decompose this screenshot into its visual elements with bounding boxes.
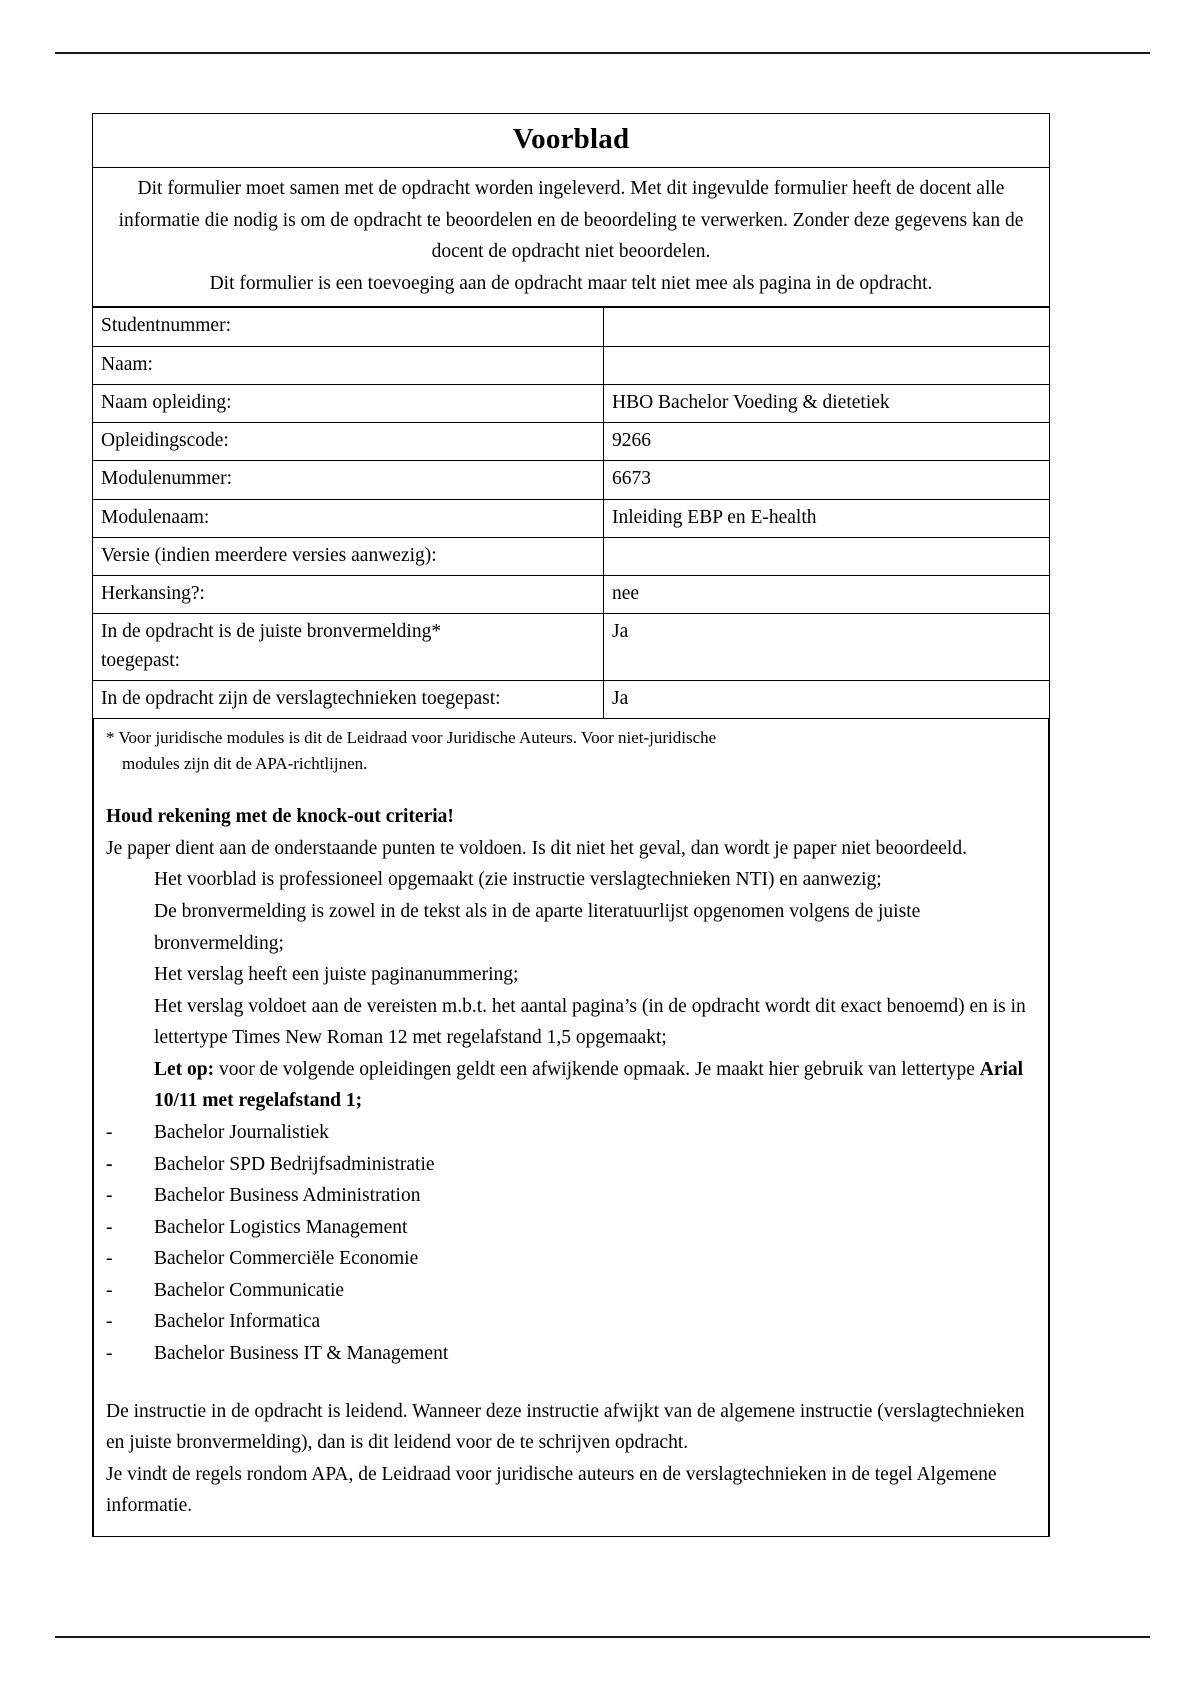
table-row — [93, 576, 1049, 614]
field-label-naam: Naam: — [93, 346, 604, 384]
field-label-modulenaam: Modulenaam: — [93, 499, 604, 537]
list-item — [106, 1149, 1036, 1181]
list-item-label: Bachelor Communicatie — [154, 1279, 345, 1301]
field-value-versie[interactable] — [604, 537, 1050, 575]
dash-marker: - — [106, 1311, 113, 1333]
voorblad-box — [92, 113, 1050, 1537]
field-label-bronvermelding — [93, 614, 604, 681]
list-item — [106, 1243, 1036, 1275]
list-item — [106, 1275, 1036, 1307]
table-row — [93, 461, 1049, 499]
list-item — [106, 1338, 1036, 1370]
knockout-criteria-list — [106, 864, 1036, 1117]
list-item: Het voorblad is professioneel opgemaakt (zie instructie verslagtechnieken NTI) en aanwezig; — [154, 869, 882, 891]
list-item — [106, 1212, 1036, 1244]
table-row — [93, 537, 1049, 575]
field-value-herkansing[interactable]: nee — [604, 576, 1050, 614]
dash-marker: - — [106, 1216, 113, 1238]
table-row — [93, 308, 1049, 346]
footnote — [106, 725, 1036, 777]
list-item-label: Bachelor SPD Bedrijfsadministratie — [154, 1153, 435, 1175]
spacer — [106, 1370, 1036, 1396]
table-row — [93, 614, 1049, 681]
table-row — [93, 499, 1049, 537]
field-label-bronvermelding-line2: toegepast: — [101, 649, 181, 671]
list-item: Het verslag voldoet aan de vereisten m.b.t. het aantal pagina’s (in de opdracht wordt dit exact benoemd) en is in lettertype Times New Roman 12 met regelafstand 1,5 opgemaakt; — [154, 995, 1026, 1049]
title-cell — [93, 114, 1049, 168]
programs-list — [106, 1117, 1036, 1370]
list-item — [106, 1117, 1036, 1149]
field-value-naam-opleiding[interactable]: HBO Bachelor Voeding & dietetiek — [604, 384, 1050, 422]
table-row — [93, 423, 1049, 461]
field-value-studentnummer[interactable] — [604, 308, 1050, 346]
footer-rule — [55, 1636, 1150, 1638]
field-label-naam-opleiding: Naam opleiding: — [93, 384, 604, 422]
closing-paragraph-1: De instructie in de opdracht is leidend. Wanneer deze instructie afwijkt van de algemene instructie (verslagtechnieken en juiste bronvermelding), dan is dit leidend voor de te schrijven opdracht. — [106, 1400, 1025, 1454]
list-item-let-op — [106, 1054, 1036, 1117]
dash-marker: - — [106, 1153, 113, 1175]
footnote-line-1: * Voor juridische modules is dit de Leidraad voor Juridische Auteurs. Voor niet-juridische — [106, 728, 717, 748]
list-item-label: Bachelor Business Administration — [154, 1185, 421, 1207]
dash-marker: - — [106, 1343, 113, 1365]
field-label-versie: Versie (indien meerdere versies aanwezig): — [93, 537, 604, 575]
list-item-label: Bachelor Business IT & Management — [154, 1343, 449, 1365]
field-value-opleidingscode[interactable]: 9266 — [604, 423, 1050, 461]
dash-marker: - — [106, 1279, 113, 1301]
spacer — [106, 783, 1036, 801]
field-label-herkansing: Herkansing?: — [93, 576, 604, 614]
field-label-verslagtechnieken: In de opdracht zijn de verslagtechnieken toegepast: — [93, 680, 604, 718]
table-row — [93, 346, 1049, 384]
intro-paragraph-1: Dit formulier moet samen met de opdracht worden ingeleverd. Met dit ingevulde formulier heeft de docent alle informatie die nodig is om de opdracht te beoordelen en de beoordeling te verwerken. Zonder deze gegevens kan de docent de opdracht niet beoordelen. — [118, 178, 1024, 263]
field-value-modulenaam[interactable]: Inleiding EBP en E-health — [604, 499, 1050, 537]
let-op-label: Let op: — [154, 1058, 215, 1080]
dash-marker: - — [106, 1122, 113, 1144]
dash-marker: - — [106, 1185, 113, 1207]
field-value-verslagtechnieken[interactable]: Ja — [604, 680, 1050, 718]
let-op-bold-tail: Arial 10/11 met regelafstand 1; — [154, 1058, 1024, 1112]
field-value-naam[interactable] — [604, 346, 1050, 384]
field-label-studentnummer: Studentnummer: — [93, 308, 604, 346]
field-value-bronvermelding[interactable]: Ja — [604, 614, 1050, 681]
list-item-label: Bachelor Journalistiek — [154, 1122, 329, 1144]
field-label-bronvermelding-line1: In de opdracht is de juiste bronvermelding* — [101, 621, 442, 643]
closing-paragraph-2: Je vindt de regels rondom APA, de Leidraad voor juridische auteurs en de verslagtechnieken in de tegel Algemene informatie. — [106, 1463, 997, 1517]
header-rule — [55, 52, 1150, 54]
intro-paragraph-2: Dit formulier is een toevoeging aan de opdracht maar telt niet mee als pagina in de opdracht. — [209, 272, 933, 294]
list-item-label: Bachelor Logistics Management — [154, 1216, 408, 1238]
list-item: Het verslag heeft een juiste paginanummering; — [154, 964, 519, 986]
page-title: Voorblad — [512, 123, 630, 155]
intro-cell — [93, 168, 1049, 307]
table-row — [93, 680, 1049, 718]
field-label-modulenummer: Modulenummer: — [93, 461, 604, 499]
list-item-label: Bachelor Informatica — [154, 1311, 321, 1333]
knockout-heading: Houd rekening met de knock-out criteria! — [106, 806, 454, 828]
field-label-opleidingscode: Opleidingscode: — [93, 423, 604, 461]
let-op-text: voor de volgende opleidingen geldt een afwijkende opmaak. Je maakt hier gebruik van lettertype — [214, 1058, 980, 1080]
document-content — [92, 113, 1050, 1537]
knockout-intro: Je paper dient aan de onderstaande punten te voldoen. Is dit niet het geval, dan wordt je paper niet beoordeeld. — [106, 837, 967, 859]
list-item: De bronvermelding is zowel in de tekst als in de aparte literatuurlijst opgenomen volgens de juiste bronvermelding; — [154, 900, 921, 954]
student-info-table — [93, 307, 1049, 719]
footnote-line-2: modules zijn dit de APA-richtlijnen. — [122, 754, 368, 774]
list-item — [106, 1180, 1036, 1212]
instructions-block — [93, 719, 1049, 1537]
table-row — [93, 384, 1049, 422]
list-item-label: Bachelor Commerciële Economie — [154, 1248, 419, 1270]
list-item — [106, 1306, 1036, 1338]
field-value-modulenummer[interactable]: 6673 — [604, 461, 1050, 499]
dash-marker: - — [106, 1248, 113, 1270]
